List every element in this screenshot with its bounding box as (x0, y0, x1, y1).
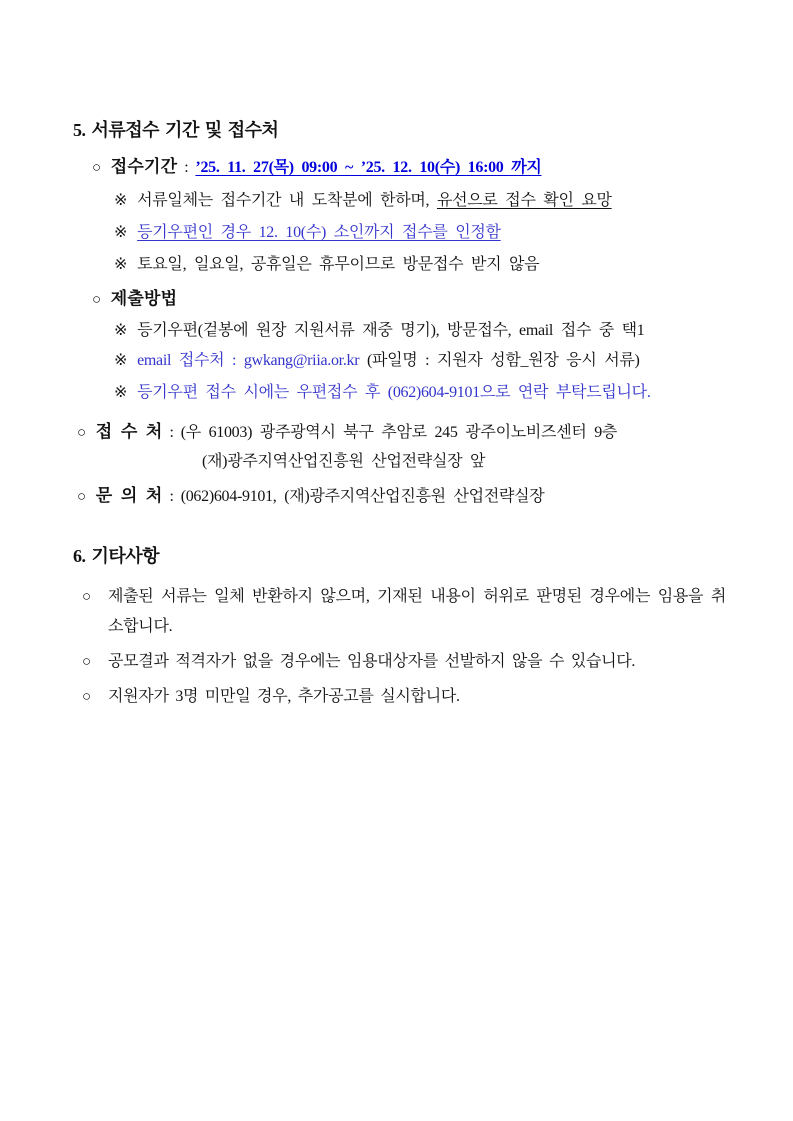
circle-bullet-icon: ○ (82, 654, 91, 670)
submission-method-label: 제출방법 (110, 289, 178, 308)
address-value-line1: (우 61003) 광주광역시 북구 추암로 245 광주이노비즈센터 9층 (180, 424, 618, 441)
note-arrival-text: 서류일체는 접수기간 내 도착분에 한하며, (137, 192, 430, 209)
note-email-address: email 접수처 : gwkang@riia.or.kr (137, 352, 360, 369)
note-call (114, 383, 651, 403)
receipt-period-label: 접수기간 (110, 157, 178, 176)
note-arrival-underlined: 유선으로 접수 확인 요망 (436, 192, 612, 209)
receipt-period-value: ’25. 11. 27(목) 09:00 ~ ’25. 12. 10(수) 16:00 까지 (195, 159, 542, 176)
note-postmark-text: 등기우편인 경우 12. 10(수) 소인까지 접수를 인정함 (137, 224, 501, 241)
circle-bullet-icon: ○ (92, 292, 101, 308)
reference-mark-icon: ※ (114, 352, 128, 369)
circle-bullet-icon: ○ (82, 589, 91, 605)
section5-heading: 5. 서류접수 기간 및 접수처 (73, 120, 279, 140)
address-label: 접 수 처 (95, 422, 163, 441)
circle-bullet-icon: ○ (77, 489, 86, 505)
address-line (77, 422, 617, 443)
contact-value: (062)604-9101, (재)광주지역산업진흥원 산업전략실장 (180, 488, 545, 505)
other-note-row (82, 582, 726, 642)
section6-heading: 6. 기타사항 (73, 546, 160, 566)
note-options-text: 등기우편(겉봉에 원장 지원서류 재중 명기), 방문접수, email 접수 중 택1 (137, 322, 645, 339)
reference-mark-icon: ※ (114, 224, 128, 241)
reference-mark-icon: ※ (114, 192, 128, 209)
other-note-row (82, 647, 726, 677)
reference-mark-icon: ※ (114, 384, 128, 401)
circle-bullet-icon: ○ (77, 425, 86, 441)
other-note-text: 제출된 서류는 일체 반환하지 않으며, 기재된 내용이 허위로 판명된 경우에는 임용을 취소합니다. (108, 588, 726, 635)
reference-mark-icon: ※ (114, 322, 128, 339)
note-call-text: 등기우편 접수 시에는 우편접수 후 (062)604-9101으로 연락 부탁드립니다. (137, 384, 651, 401)
submission-method-line (92, 289, 177, 310)
note-email-filename: (파일명 : 지원자 성함_원장 응시 서류) (366, 352, 640, 369)
contact-line (77, 486, 544, 507)
note-holiday-text: 토요일, 일요일, 공휴일은 휴무이므로 방문접수 받지 않음 (137, 256, 540, 273)
reference-mark-icon: ※ (114, 256, 128, 273)
note-holiday (114, 255, 539, 275)
address-value-line2: (재)광주지역산업진흥원 산업전략실장 앞 (202, 453, 486, 470)
note-arrival (114, 191, 612, 211)
colon-separator: : (169, 424, 174, 441)
note-postmark (114, 223, 501, 243)
circle-bullet-icon: ○ (92, 160, 101, 176)
colon-separator: : (184, 159, 189, 176)
note-options (114, 321, 645, 341)
receipt-period-line (92, 157, 542, 178)
note-email (114, 351, 640, 371)
circle-bullet-icon: ○ (82, 689, 91, 705)
other-note-row (82, 682, 726, 712)
other-note-text: 지원자가 3명 미만일 경우, 추가공고를 실시합니다. (108, 688, 460, 705)
other-note-text: 공모결과 적격자가 없을 경우에는 임용대상자를 선발하지 않을 수 있습니다. (108, 653, 636, 670)
contact-label: 문 의 처 (95, 486, 163, 505)
colon-separator: : (169, 488, 174, 505)
